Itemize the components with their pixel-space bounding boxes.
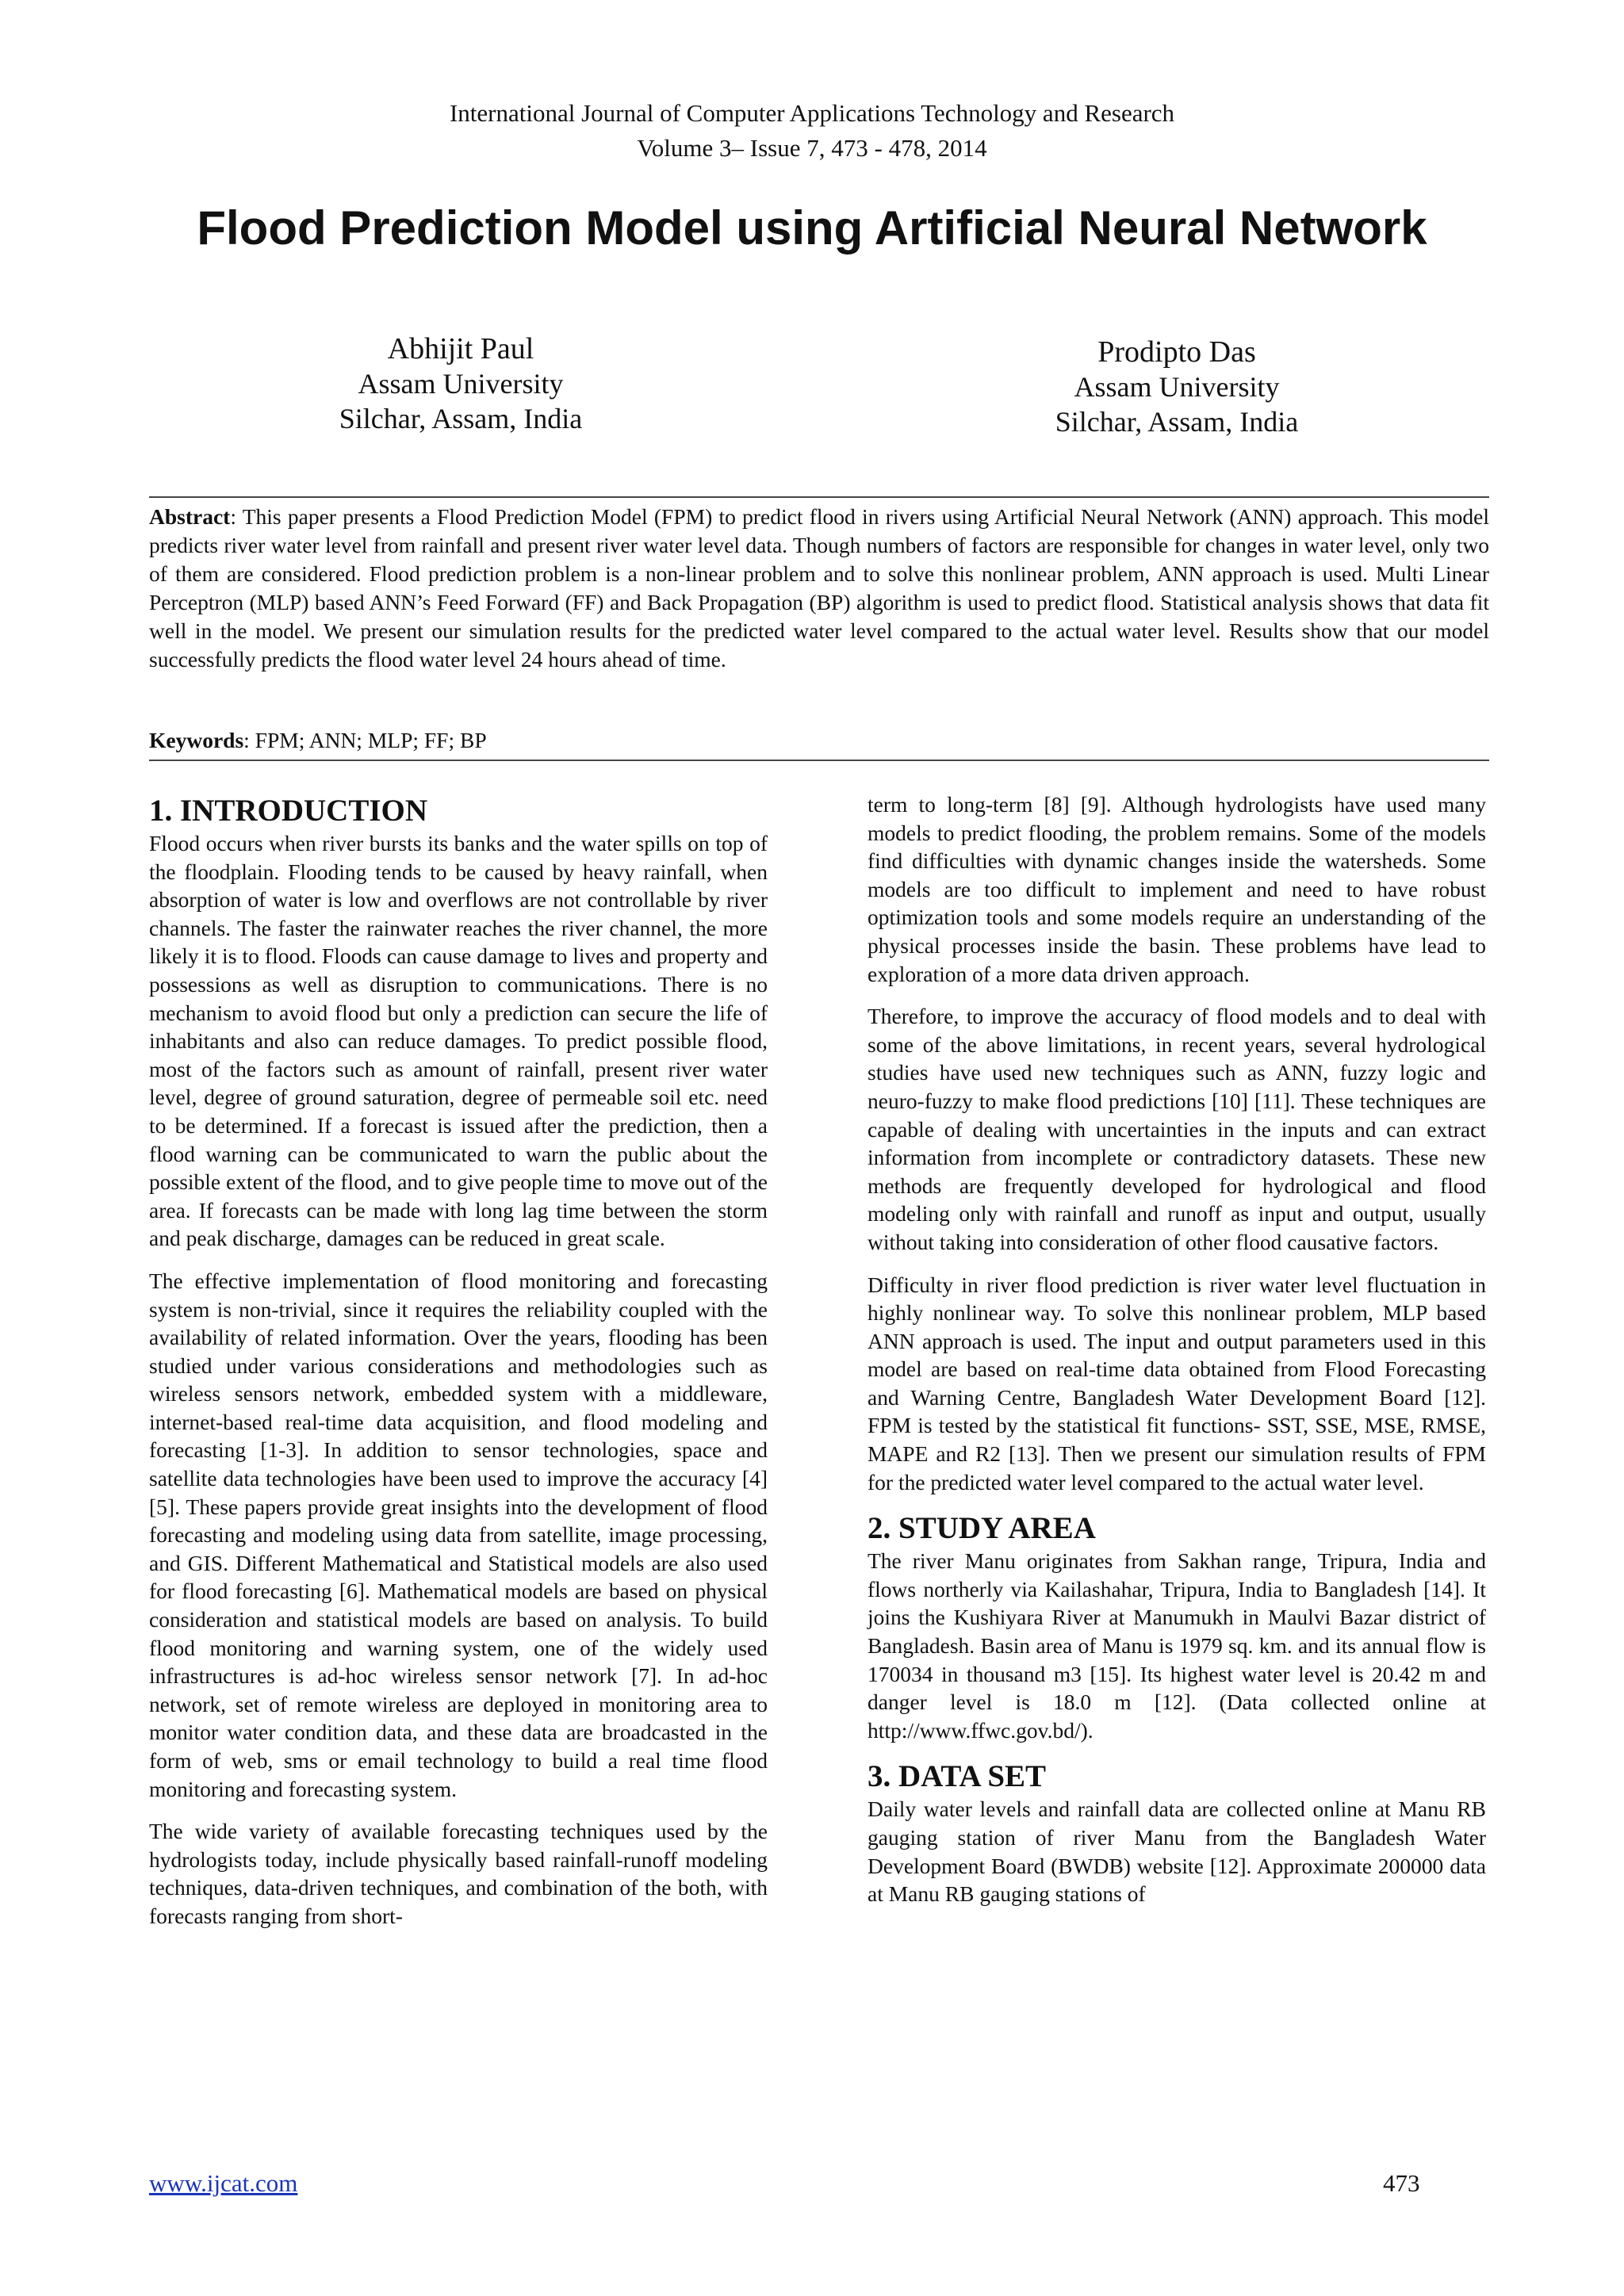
paragraph: The wide variety of available forecasting techniques used by the hydrologists today, include physically based rainfall-runoff modeling techniques, data-driven techniques, and combination of the both, with forecasts ranging from short- [149,1819,768,1928]
author-location: Silchar, Assam, India [339,403,583,434]
right-column [868,790,1486,1923]
author-affiliation: Assam University [1074,371,1280,403]
paragraph: Therefore, to improve the accuracy of flood models and to deal with some of the above limitations, in recent years, several hydrological studies have used new techniques such as ANN, fuzzy logic and neuro-fuzzy to make flood predictions [10] [11]. These techniques are capable of dealing with uncertainties in the inputs and can extract information from incomplete or contradictory datasets. These new methods are frequently developed for hydrological and flood modeling only with rainfall and runoff as input and output, usually without taking into consideration of other flood causative factors. [868,1004,1486,1254]
journal-website-link[interactable]: www.ijcat.com [149,2169,298,2197]
page-number: 473 [1383,2169,1420,2197]
keywords-label: Keywords [149,728,244,752]
paragraph: Difficulty in river flood prediction is river water level fluctuation in highly nonlinear way. To solve this nonlinear problem, MLP based ANN approach is used. The input and output parameters used in this model are based on real-time data obtained from Flood Forecasting and Warning Centre, Bangladesh Water Development Board [12]. FPM is tested by the statistical fit functions- SST, SSE, MSE, RMSE, MAPE and R2 [13]. Then we present our simulation results of FPM for the predicted water level compared to the actual water level. [868,1272,1486,1494]
author-location: Silchar, Assam, India [1055,406,1299,438]
section-heading-introduction: 1. INTRODUCTION [149,794,428,828]
author-name: Abhijit Paul [387,332,534,365]
journal-name: International Journal of Computer Applications Technology and Research [449,99,1175,127]
keywords [149,726,1489,755]
paragraph: The effective implementation of flood monitoring and forecasting system is non-trivial, since it requires the reliability coupled with the availability of related information. Over the years, flooding has been studied under various considerations and methodologies such as wireless sensors network, embedded system with a middleware, internet-based real-time data acquisition, and flood modeling and forecasting [1-3]. In addition to sensor technologies, space and satellite data technologies have been used to improve the accuracy [4] [5]. These papers provide great insights into the development of flood forecasting and modeling using data from satellite, image processing, and GIS. Different Mathematical and Statistical models are also used for flood forecasting [6]. Mathematical models are based on physical consideration and statistical models are based on analysis. To build flood monitoring and warning system, one of the widely used infrastructures is ad-hoc wireless sensor network [7]. In ad-hoc network, set of remote wireless are deployed in monitoring area to monitor water condition data, and these data are broadcasted in the form of web, sms or email technology to build a real time flood monitoring and forecasting system. [149,1268,768,1801]
abstract [149,503,1489,674]
paragraph: Daily water levels and rainfall data are collected online at Manu RB gauging station of river Manu from the Bangladesh Water Development Board (BWDB) website [12]. Approximate 200000 data at Manu RB gauging stations of [868,1797,1486,1907]
abstract-text: : This paper presents a Flood Prediction Model (FPM) to predict flood in rivers using Artificial Neural Network (ANN) approach. This model predicts river water level from rainfall and present river water level data. Though numbers of factors are responsible for changes in water level, only two of them are considered. Flood prediction problem is a non-linear problem and to solve this nonlinear problem, ANN approach is used. Multi Linear Perceptron (MLP) based ANN’s Feed Forward (FF) and Back Propagation (BP) algorithm is used to predict flood. Statistical analysis shows that data fit well in the model. We present our simulation results for the predicted water level compared to the actual water level. Results show that our model successfully predicts the flood water level 24 hours ahead of time. [149,504,1489,672]
paper-title: Flood Prediction Model using Artificial Neural Network [197,201,1427,254]
section-heading-study-area: 2. STUDY AREA [868,1511,1096,1546]
author-affiliation: Assam University [358,368,564,400]
author-block-2 [939,335,1415,439]
abstract-label: Abstract [149,504,231,529]
keywords-bottom-rule [149,760,1489,761]
left-column [149,793,768,1945]
author-name: Prodipto Das [1097,335,1256,369]
author-block-1 [223,331,699,436]
abstract-top-rule [149,496,1489,498]
keywords-text: : FPM; ANN; MLP; FF; BP [243,728,487,752]
journal-volume: Volume 3– Issue 7, 473 - 478, 2014 [637,134,987,162]
section-heading-data-set: 3. DATA SET [868,1759,1047,1794]
paragraph: Flood occurs when river bursts its banks and the water spills on top of the floodplain. Flooding tends to be caused by heavy rainfall, when absorption of water is low and overflows are not controllable by river channels. The faster the rainwater reaches the river channel, the more likely it is to flood. Floods can cause damage to lives and property and possessions as well as disruption to communications. There is no mechanism to avoid flood but only a prediction can secure the life of inhabitants and also can reduce damages. To predict possible flood, most of the factors such as amount of rainfall, present river water level, degree of ground saturation, degree of permeable soil etc. need to be determined. If a forecast is issued after the prediction, then a flood warning can be communicated to warn the public about the possible extent of the flood, and to give people time to move out of the area. If forecasts can be made with long lag time between the storm and peak discharge, damages can be reduced in great scale. [149,831,768,1251]
paragraph: term to long-term [8] [9]. Although hydrologists have used many models to predict flooding, the problem remains. Some of the models find difficulties with dynamic changes inside the watersheds. Some models are too difficult to implement and need to have robust optimization tools and some models require an understanding of the physical processes inside the basin. These problems have lead to exploration of a more data driven approach. [868,792,1486,986]
paragraph: The river Manu originates from Sakhan range, Tripura, India and flows northerly via Kailashahar, Tripura, India to Bangladesh [14]. It joins the Kushiyara River at Manumukh in Maulvi Bazar district of Bangladesh. Basin area of Manu is 1979 sq. km. and its annual flow is 170034 in thousand m3 [15]. Its highest water level is 20.42 m and danger level is 18.0 m [12]. (Data collected online at http://www.ffwc.gov.bd/). [868,1548,1486,1743]
